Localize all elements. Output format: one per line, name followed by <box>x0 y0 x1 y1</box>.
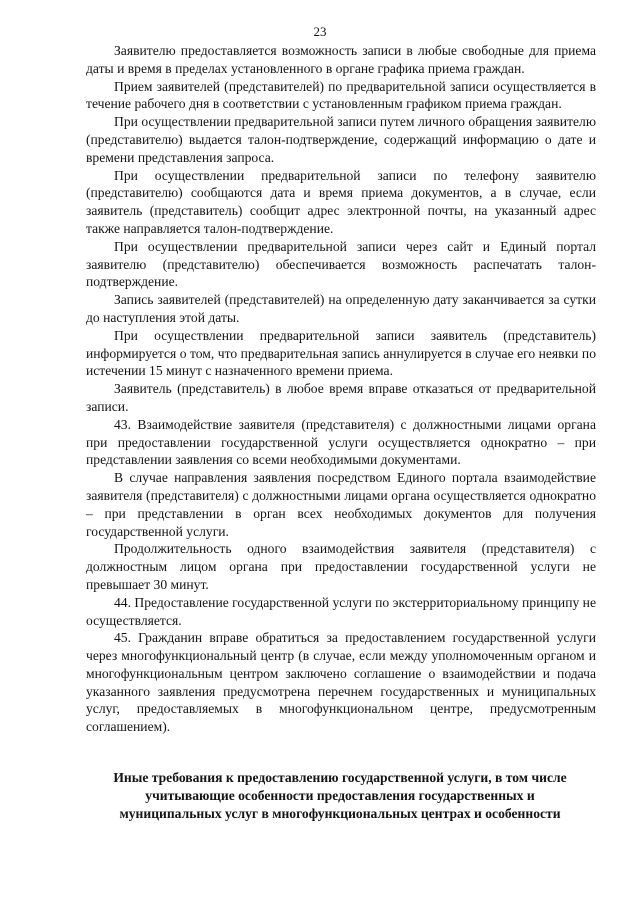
paragraph-booking-availability: Заявителю предоставляется возможность записи в любые свободные для приема даты и время в пределах установленного в органе графика приема граждан. <box>86 43 596 76</box>
paragraph-booking-deadline: Запись заявителей (представителей) на определенную дату заканчивается за сутки до наступления этой даты. <box>86 292 596 325</box>
paragraph-reception-schedule: Прием заявителей (представителей) по предварительной записи осуществляется в течение рабочего дня в соответствии с установленным графиком приема граждан. <box>86 78 596 112</box>
page-number: 23 <box>313 24 327 39</box>
paragraph-item-44: 44. Предоставление государственной услуги по экстерриториальному принципу не осуществляется. <box>86 594 596 628</box>
paragraph-item-45: 45. Гражданин вправе обратиться за предоставлением государственной услуги через многофункциональный центр (в случае, если между уполномоченным органом и многофункциональным центром заключено соглашение о взаимодействии и подача указанного заявления предусмотрена перечнем государственных и муниципальных услуг, предоставляемых в многофункциональном центре, предусмотренным соглашением). <box>86 630 596 735</box>
paragraph-item-43: 43. Взаимодействие заявителя (представителя) с должностными лицами органа при предоставлении государственной услуги осуществляется однократно – при представлении заявления со всеми необходимыми документами. <box>86 416 596 468</box>
section-heading-line-1: Иные требования к предоставлению государственной услуги, в том числе <box>113 770 567 785</box>
paragraph-phone-booking: При осуществлении предварительной записи по телефону заявителю (представителю) сообщаются дата и время приема документов, а в случае, если заявитель (представитель) сообщит адрес электронной почты, на указанный адрес также направляется талон-подтверждение. <box>86 167 596 236</box>
paragraph-interaction-duration: Продолжительность одного взаимодействия заявителя (представителя) с должностным лицом органа при предоставлении государственной услуги не превышает 30 минут. <box>86 541 596 592</box>
paragraph-applicant-refusal: Заявитель (представитель) в любое время вправе отказаться от предварительной записи. <box>86 381 596 414</box>
paragraph-portal-interaction: В случае направления заявления посредством Единого портала взаимодействие заявителя (представителя) с должностными лицами органа осуществляется однократно – при представлении в орган всех необходимых документов для получения государственной услуги. <box>86 470 596 539</box>
paragraph-booking-cancellation: При осуществлении предварительной записи заявитель (представитель) информируется о том, что предварительная запись аннулируется в случае его неявки по истечении 15 минут с назначенного времени приема. <box>86 327 596 379</box>
document-body <box>86 42 596 736</box>
paragraph-online-booking: При осуществлении предварительной записи через сайт и Единый портал заявителю (представителю) обеспечивается возможность распечатать талон-подтверждение. <box>86 238 596 290</box>
section-heading <box>70 769 610 822</box>
paragraph-personal-booking: При осуществлении предварительной записи путем личного обращения заявителю (представителю) выдается талон-подтверждение, содержащий информацию о дате и времени представления запроса. <box>86 114 596 165</box>
section-heading-line-2: учитывающие особенности предоставления государственных и <box>145 787 535 803</box>
section-heading-line-3: муниципальных услуг в многофункциональных центрах и особенности <box>119 805 561 821</box>
